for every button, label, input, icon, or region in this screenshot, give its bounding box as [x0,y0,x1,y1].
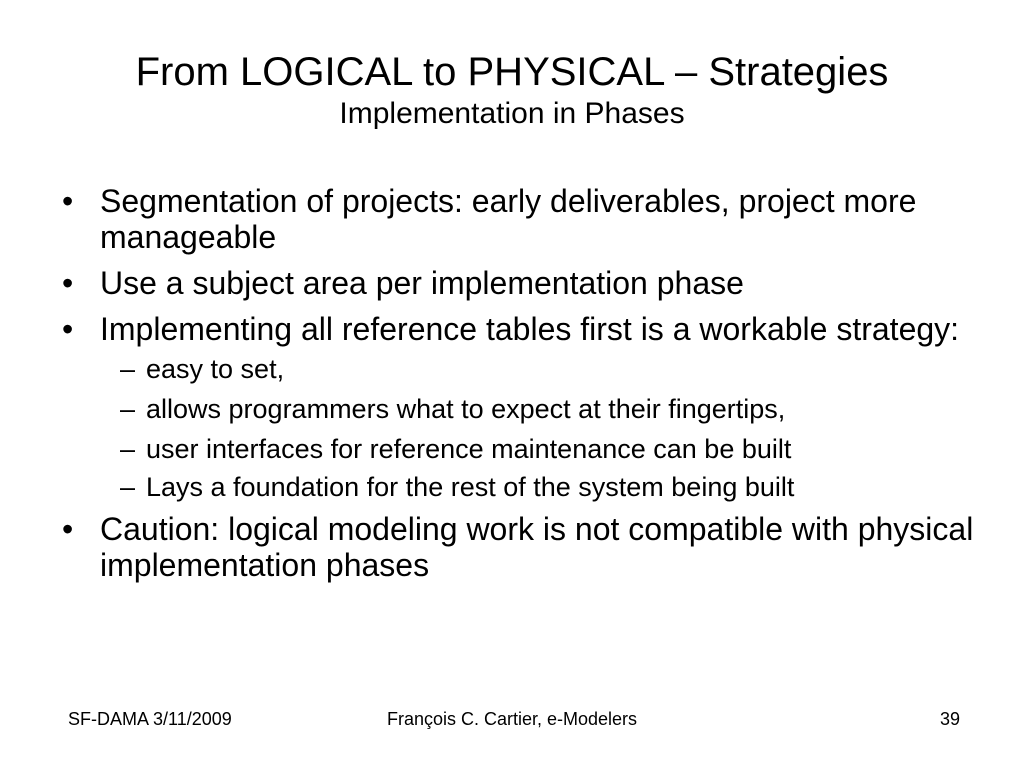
bullet-icon: • [62,265,74,301]
sub-bullet-text: easy to set, [146,354,285,384]
bullet-text: Caution: logical modeling work is not compatible with physical implementation phases [100,511,974,583]
dash-icon: – [120,394,136,424]
bullet-icon: • [62,511,74,547]
sub-bullet-item [100,473,978,501]
bullet-item [58,511,978,583]
bullet-icon: • [62,183,74,219]
sub-bullet-item [100,393,978,425]
sub-bullet-text: allows programmers what to expect at their fingertips, [146,394,786,424]
sub-bullet-text: Lays a foundation for the rest of the system being built [146,472,795,502]
bullet-text: Implementing all reference tables first is a workable strategy: [100,311,960,347]
bullet-list [58,183,978,593]
footer-event-date: SF-DAMA 3/11/2009 [68,709,232,729]
slide-title: From LOGICAL to PHYSICAL – Strategies [135,50,889,94]
sub-bullet-list [100,353,978,501]
bullet-item [58,311,978,501]
sub-bullet-item [100,353,978,385]
footer-author: François C. Cartier, e-Modelers [386,709,638,729]
sub-bullet-text: user interfaces for reference maintenance can be built [146,434,792,464]
bullet-item [58,265,978,301]
bullet-text: Use a subject area per implementation phase [100,265,744,301]
dash-icon: – [120,472,136,502]
slide-subtitle: Implementation in Phases [339,97,685,130]
title-block [0,48,1024,132]
slide-number: 39 [939,709,960,729]
dash-icon: – [120,434,136,464]
sub-bullet-item [100,433,978,465]
dash-icon: – [120,354,136,384]
bullet-item [58,183,978,255]
bullet-text: Segmentation of projects: early deliverables, project more manageable [100,183,917,255]
bullet-icon: • [62,311,74,347]
